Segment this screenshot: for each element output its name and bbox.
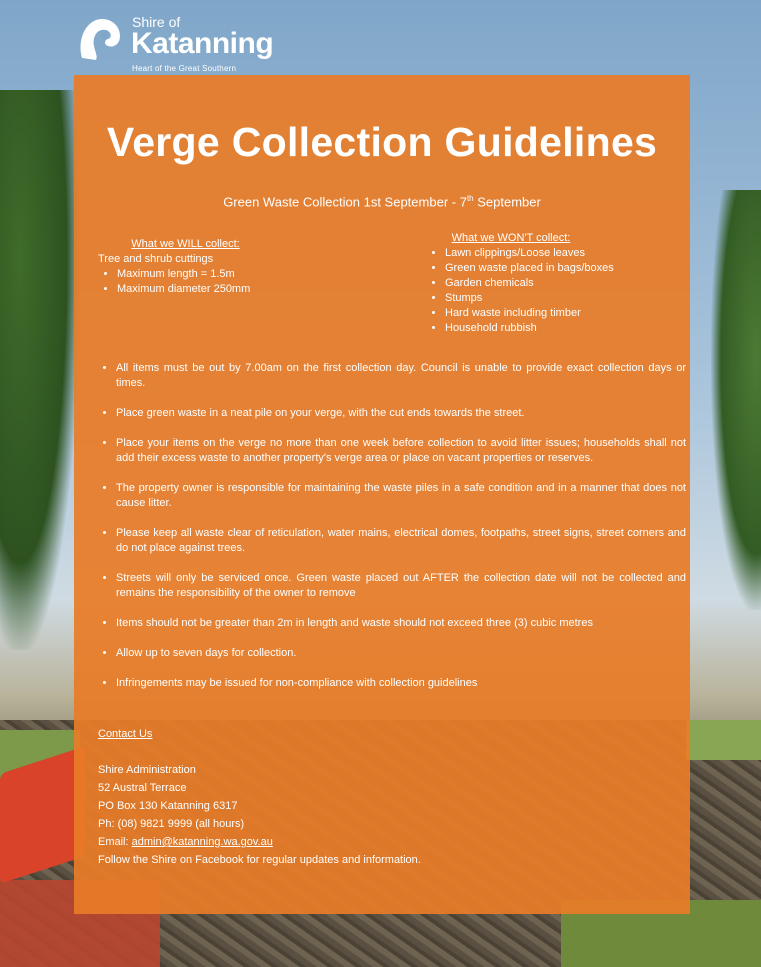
guideline-item: • Items should not be greater than 2m in length and waste should not exceed three (3) cubic metres bbox=[116, 616, 686, 631]
wont-collect-item: • Green waste placed in bags/boxes bbox=[445, 261, 686, 276]
tree-right bbox=[711, 190, 761, 610]
will-collect-item: • Maximum diameter 250mm bbox=[117, 282, 398, 297]
contact-social: Follow the Shire on Facebook for regular updates and information. bbox=[98, 854, 421, 866]
wont-collect-item: • Hard waste including timber bbox=[445, 306, 686, 321]
contact-email-label: Email: bbox=[98, 836, 132, 848]
wont-collect-section bbox=[426, 231, 686, 336]
collection-dates-text: Green Waste Collection 1st September - 7 bbox=[223, 194, 467, 210]
wont-collect-list bbox=[426, 246, 686, 336]
guidelines-list bbox=[98, 361, 686, 706]
tree-left bbox=[0, 90, 80, 650]
contact-section bbox=[98, 725, 598, 869]
contact-po-box: PO Box 130 Katanning 6317 bbox=[98, 800, 238, 812]
wont-collect-item: • Household rubbish bbox=[445, 321, 686, 336]
will-collect-intro: Tree and shrub cuttings bbox=[98, 253, 214, 265]
guideline-item: • Infringements may be issued for non-compliance with collection guidelines bbox=[116, 676, 686, 691]
grass-right bbox=[686, 720, 761, 760]
will-collect-list bbox=[98, 267, 398, 297]
wont-collect-heading: What we WON'T collect: bbox=[451, 232, 571, 244]
wont-collect-item: • Lawn clippings/Loose leaves bbox=[445, 246, 686, 261]
guideline-item: • Please keep all waste clear of reticulation, water mains, electrical domes, footpaths, street signs, street corners and do not place against trees. bbox=[116, 526, 686, 556]
guideline-item: • The property owner is responsible for maintaining the waste piles in a safe condition and in a manner that does not cause litter. bbox=[116, 481, 686, 511]
guideline-item: • All items must be out by 7.00am on the first collection day. Council is unable to provide exact collection days or times. bbox=[116, 361, 686, 391]
contact-heading: Contact Us bbox=[98, 728, 153, 740]
guideline-item: • Streets will only be serviced once. Green waste placed out AFTER the collection date will not be collected and remains the responsibility of the owner to remove bbox=[116, 571, 686, 601]
guidelines-panel bbox=[74, 75, 690, 914]
contact-email-link[interactable]: admin@katanning.wa.gov.au bbox=[131, 836, 273, 848]
wont-collect-item: • Stumps bbox=[445, 291, 686, 306]
logo-tagline: Heart of the Great Southern bbox=[132, 64, 237, 73]
shire-logo[interactable] bbox=[74, 10, 274, 72]
contact-email-line bbox=[98, 833, 598, 851]
ram-head-icon bbox=[74, 14, 126, 66]
guideline-item: • Place your items on the verge no more than one week before collection to avoid litter issues; households shall not add their excess waste to another property's verge area or place on vacant properties or reserves. bbox=[116, 436, 686, 466]
will-collect-heading: What we WILL collect: bbox=[131, 238, 240, 250]
contact-phone: Ph: (08) 9821 9999 (all hours) bbox=[98, 818, 245, 830]
logo-shire-of: Shire of bbox=[132, 14, 181, 30]
will-collect-item: • Maximum length = 1.5m bbox=[117, 267, 398, 282]
collection-dates bbox=[74, 194, 690, 209]
contact-street: 52 Austral Terrace bbox=[98, 782, 187, 794]
will-collect-section bbox=[98, 237, 398, 297]
guideline-item: • Allow up to seven days for collection. bbox=[116, 646, 686, 661]
guideline-item: • Place green waste in a neat pile on your verge, with the cut ends towards the street. bbox=[116, 406, 686, 421]
page-title: Verge Collection Guidelines bbox=[106, 119, 658, 165]
contact-org: Shire Administration bbox=[98, 764, 196, 776]
logo-name: Katanning bbox=[131, 27, 274, 60]
wont-collect-item: • Garden chemicals bbox=[445, 276, 686, 291]
collection-dates-sup: th bbox=[466, 194, 474, 203]
collection-dates-end: September bbox=[473, 194, 541, 210]
